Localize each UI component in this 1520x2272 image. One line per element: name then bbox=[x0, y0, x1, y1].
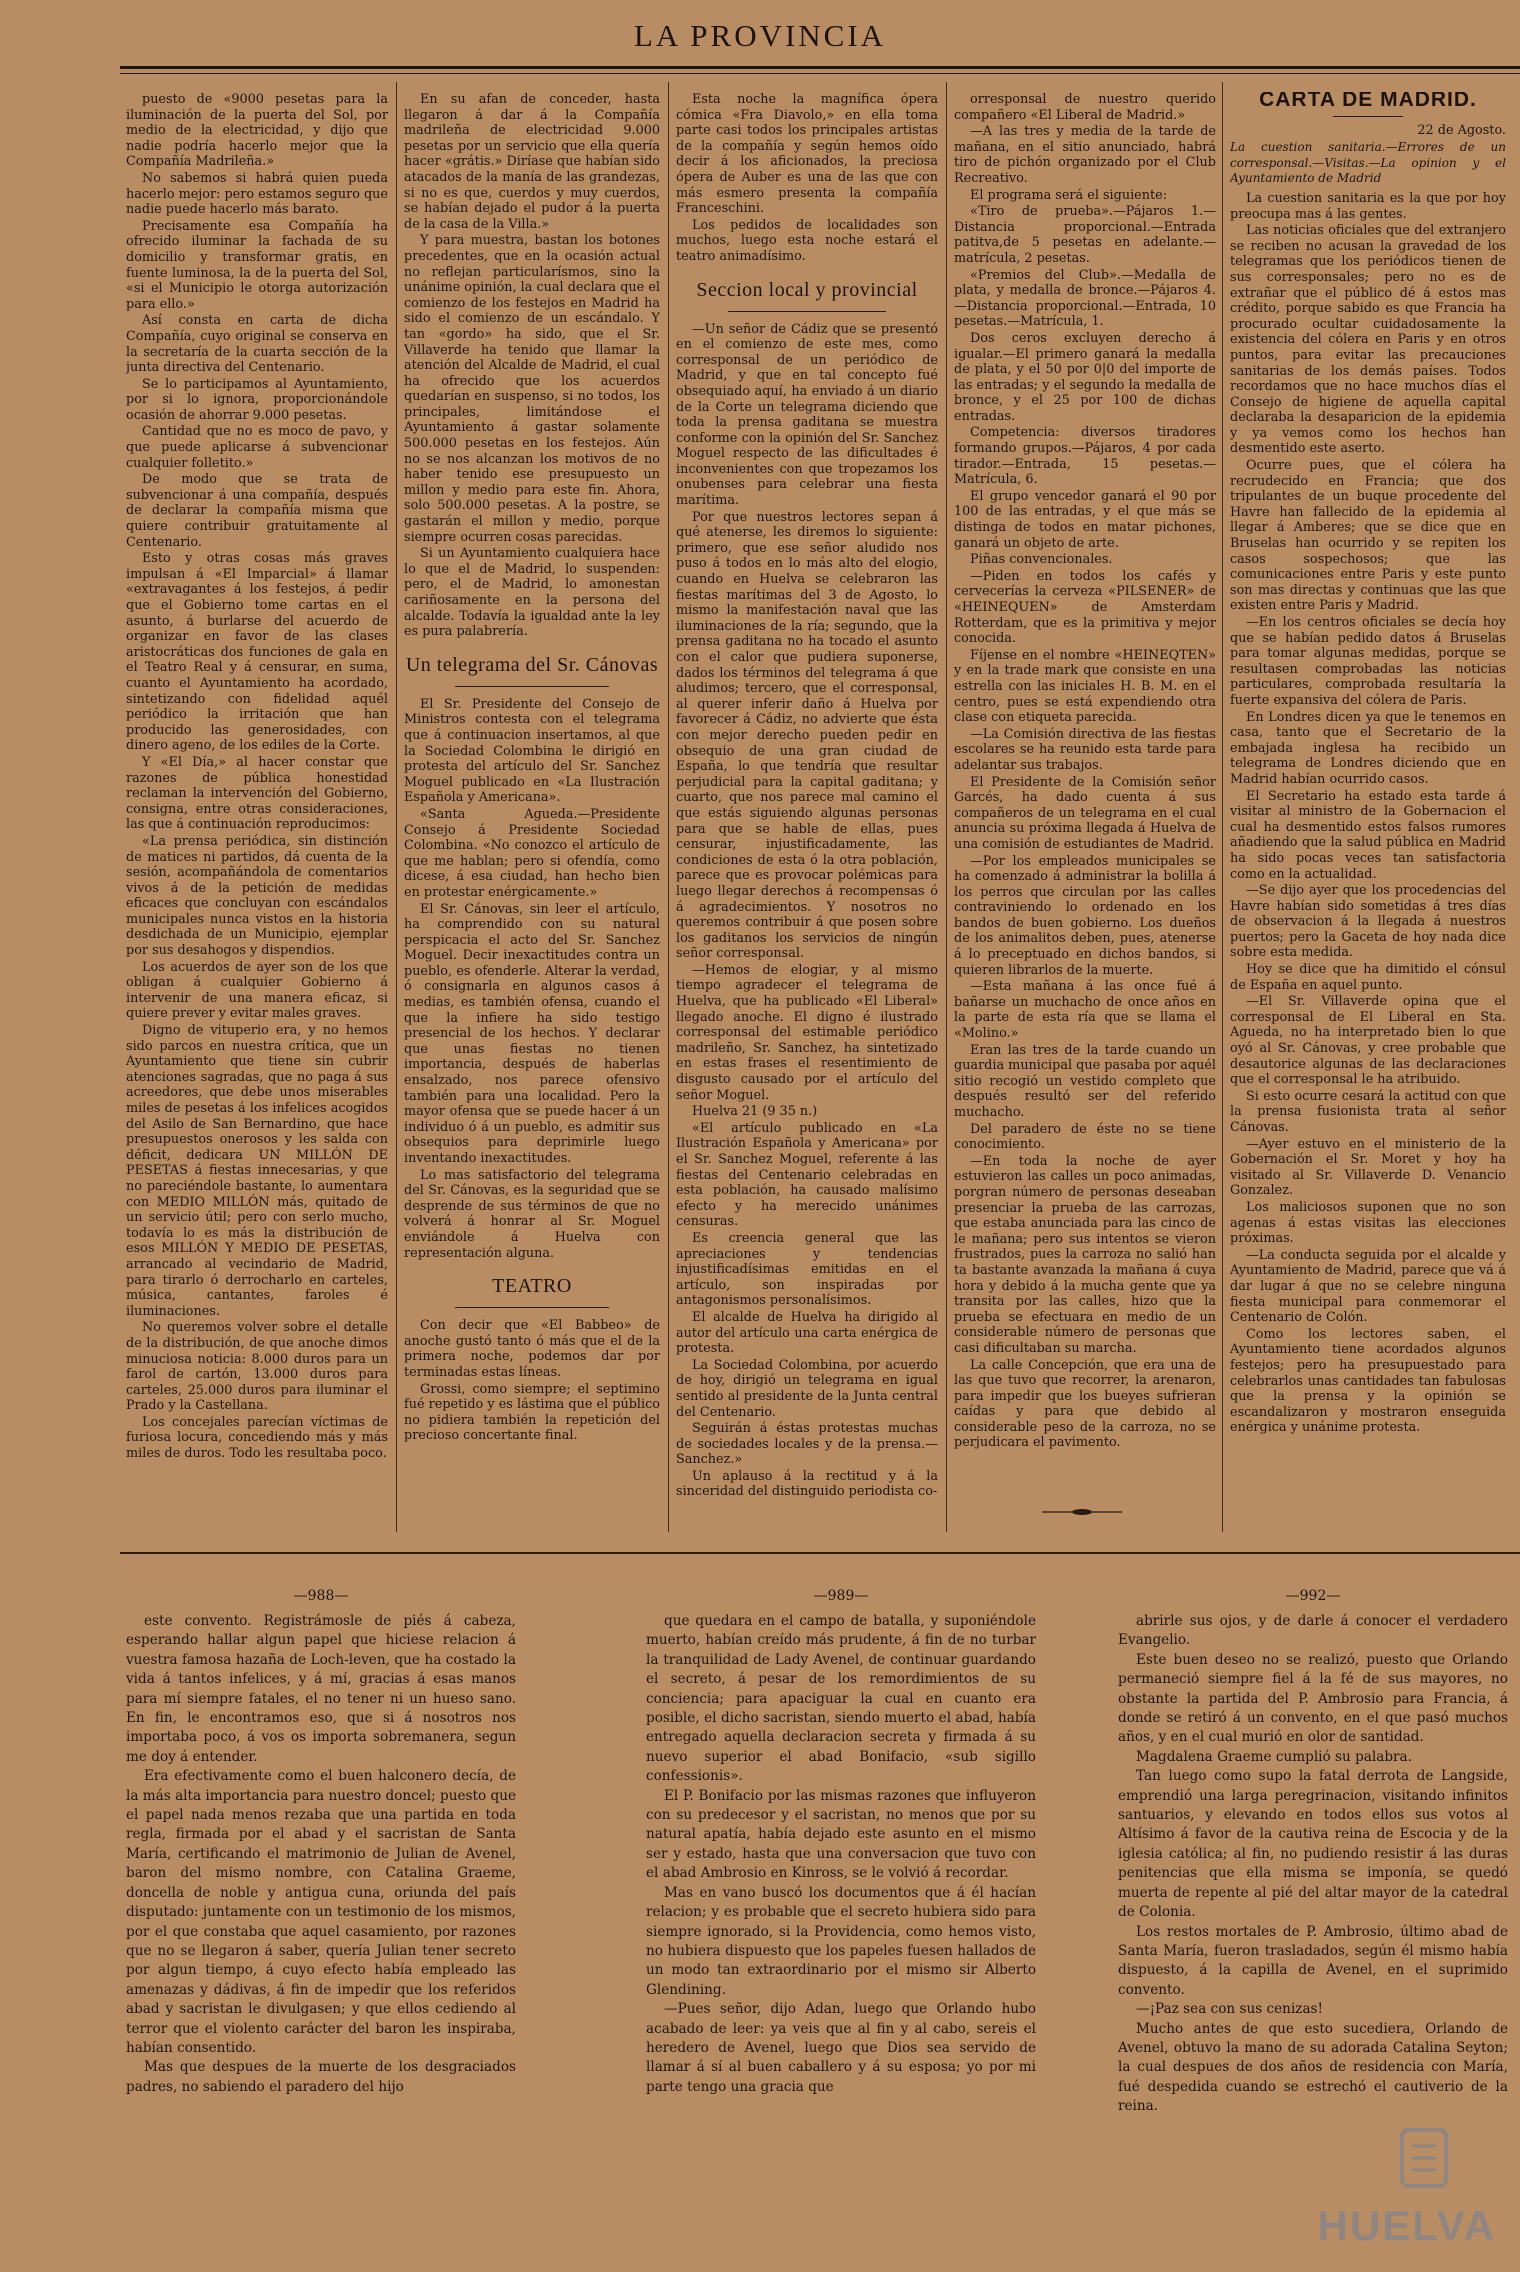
paragraph: En su afan de conceder, hasta llegaron á dar á la Compañía madrileña de electricidad 9.000 pesetas por un servicio que ella quería hacer «grátis.» Diríase que habían sido atacados de la manía de las grandezas, si no es que, cuerdos y muy cuerdos, se habían dejado el pudor á la puerta de la casa de la Villa.» bbox=[404, 92, 660, 232]
end-ornament bbox=[1042, 1508, 1122, 1516]
telegram-section-title: Un telegrama del Sr. Cánovas bbox=[404, 652, 660, 687]
paragraph: Esto y otras cosas más graves impulsan á «El Imparcial» á llamar «extravagantes á los festejos, á pedir que el Gobierno tome cartas en el asunto, á burlarse del acuerdo de organizar en favor de las clases aristocráticas dos funciones de gala en el Teatro Real y á censurar, en suma, cuanto el Ayuntamiento ha acordado, sintetizando con fidelidad aquél periódico la irritación que han producido las generosidades, con dinero ageno, de los ediles de la Corte. bbox=[126, 551, 388, 754]
paragraph: Grossi, como siempre; el septimino fué repetido y es lástima que el público no pidiera también la repetición del precioso concertante final. bbox=[404, 1381, 660, 1444]
paragraph: Esta noche la magnífica ópera cómica «Fra Diavolo,» en ella toma parte casi todos los principales artistas de la compañía y según hemos oído decir á los aficionados, la preciosa ópera de Auber es una de las que con más esmero presenta la compañía Franceschini. bbox=[676, 92, 938, 217]
page-margin bbox=[0, 0, 120, 2272]
column-divider bbox=[1222, 82, 1223, 1532]
paragraph: «Premios del Club».—Medalla de plata, y medalla de bronce.—Pájaros 4.—Distancia proporcional.—Entrada, 10 pesetas.—Matrícula, 1. bbox=[954, 267, 1216, 330]
theatre-article bbox=[404, 1318, 660, 1444]
paragraph: Precisamente esa Compañía ha ofrecido iluminar la fachada de su domicilio y transformar gratis, en fuente luminosa, la de la puerta del Sol, «si el Municipio le otorga autorización para ello.» bbox=[126, 218, 388, 312]
paragraph: Los pedidos de localidades son muchos, luego esta noche estará el teatro animadísimo. bbox=[676, 217, 938, 264]
serial-divider bbox=[120, 1552, 1520, 1554]
carta-de-madrid-title: CARTA DE MADRID. bbox=[1230, 92, 1506, 117]
paragraph: Los concejales parecían víctimas de furiosa locura, concediendo más y más miles de duros. Todo les resultaba poco. bbox=[126, 1414, 388, 1462]
paragraph: El Secretario ha estado esta tarde á visitar al ministro de la Gobernacion el cual ha desmentido estos falsos rumores añadiendo que la salud pública en Madrid ha sido pocas veces tan satisfactoria como en la actualidad. bbox=[1230, 788, 1506, 882]
paragraph: El alcalde de Huelva ha dirigido al autor del artículo una carta enérgica de protesta. bbox=[676, 1309, 938, 1357]
paragraph: puesto de «9000 pesetas para la iluminación de la puerta del Sol, por medio de la electricidad, y dijo que nadie podría hacerlo mejor que la Compañía Madrileña.» bbox=[126, 92, 388, 170]
paragraph: La calle Concepción, que era una de las que tuvo que recorrer, la arenaron, para impedir que los bueyes sufrieran caídas y para que debido al considerable peso de la carroza, no se perjudicara el pavimento. bbox=[954, 1357, 1216, 1451]
paragraph: De modo que se trata de subvencionar á una compañía, después de declarar la compañía misma que quiere contribuir gratuitamente al Centenario. bbox=[126, 472, 388, 550]
paragraph: —Ayer estuvo en el ministerio de la Gobernación el Sr. Moret y hoy ha visitado al Sr. Villaverde D. Venancio Gonzalez. bbox=[1230, 1136, 1506, 1199]
paragraph: Competencia: diversos tiradores formando grupos.—Pájaros, 4 por cada tirador.—Entrada, 15 pesetas.—Matrícula, 6. bbox=[954, 425, 1216, 488]
column-2 bbox=[404, 92, 660, 1532]
paragraph: «La prensa periódica, sin distinción de matices ni partidos, dá cuenta de la sesión, acompañándola de comentarios vivos á de la petición de medidas eficaces que concluyan con escándalos municipales nunca vistos en la historia desdichada de un Municipio, ejemplar por sus desahogos y dispendios. bbox=[126, 833, 388, 959]
paragraph: Este buen deseo no se realizó, puesto que Orlando permaneció siempre fiel á la fé de sus mayores, no obstante la partida del P. Ambrosio para Francia, á donde se retiró á un convento, en el que pasó muchos años, y en el cual murió en olor de santidad. bbox=[1118, 1651, 1508, 1746]
paragraph: Lo mas satisfactorio del telegrama del Sr. Cánovas, es la seguridad que se desprende de sus términos de que no volverá á honrar al Sr. Moguel enviándole á Huelva con representación alguna. bbox=[404, 1167, 660, 1261]
paragraph: —Esta mañana á las once fué á bañarse un muchacho de once años en la parte de esta ría que se llama el «Molino.» bbox=[954, 979, 1216, 1042]
serial-page-988 bbox=[126, 1612, 516, 2232]
dateline: 22 de Agosto. bbox=[1417, 122, 1506, 138]
paragraph: Piñas convencionales. bbox=[970, 552, 1113, 568]
opera-notice bbox=[676, 92, 938, 265]
paragraph: —La conducta seguida por el alcalde y Ayuntamiento de Madrid, parece que vá á dar lugar á que no se celebre ninguna fiesta municipal para conmemorar el Centenario de Colón. bbox=[1230, 1247, 1506, 1326]
serial-page-989 bbox=[646, 1612, 1036, 2232]
paragraph: —¡Paz sea con sus cenizas! bbox=[1136, 2001, 1323, 2018]
telegram-article bbox=[404, 697, 660, 1261]
paragraph: —La Comisión directiva de las fiestas escolares se ha reunido esta tarde para adelantar sus trabajos. bbox=[954, 726, 1216, 773]
paragraph: Seguirán á éstas protestas muchas de sociedades locales y de la prensa.—Sanchez.» bbox=[676, 1421, 938, 1468]
paragraph: —Por los empleados municipales se ha comenzado á administrar la bolilla á los perros que circulan por las calles contraviniendo lo ordenado en los bandos de buen gobierno. Los dueños de los animalitos deben, pues, atenerse á lo preceptuado en dichos bandos, si quieren librarlos de la muerte. bbox=[954, 853, 1216, 978]
paragraph: Los maliciosos suponen que no son agenas á estas visitas las elecciones próximas. bbox=[1230, 1199, 1506, 1247]
paragraph: Mucho antes de que esto sucediera, Orlando de Avenel, obtuvo la mano de su adorada Catalina Seyton; la cual despues de dos años de residencia con María, fué despedida cuando se estrechó el cautiverio de la reina. bbox=[1118, 2020, 1508, 2115]
paragraph: El Sr. Cánovas, sin leer el artículo, ha comprendido con su natural perspicacia el acto del Sr. Sanchez Moguel. Decir inexactitudes contra un pueblo, es ofenderle. Alterar la verdad, ó consignarla en algunos casos á medias, es también ofensa, cuando el que la infiere ha sido testigo presencial de los hechos. Y declarar que unas fiestas no tienen importancia, después de haberlas ensalzado, nos parece ofensivo también para una localidad. Pero la mayor ofensa que se puede hacer á un individuo ó á un pueblo, es admitir sus obsequios para deprimirle luego inventando inexactitudes. bbox=[404, 901, 660, 1166]
paragraph: Cantidad que no es moco de pavo, y que puede aplicarse á subvencionar cualquier folletito.» bbox=[126, 424, 388, 471]
paragraph: Así consta en carta de dicha Compañía, cuyo original se conserva en la secretaría de la cuarta sección de la junta directiva del Centenario. bbox=[126, 313, 388, 376]
paragraph: La Sociedad Colombina, por acuerdo de hoy, dirigió un telegrama en igual sentido al presidente de la Junta central del Centenario. bbox=[676, 1357, 938, 1420]
paragraph: La cuestion sanitaria es la que por hoy preocupa mas á las gentes. bbox=[1230, 190, 1506, 222]
masthead: LA PROVINCIA bbox=[633, 18, 887, 53]
masthead-rule-thin bbox=[120, 73, 1520, 74]
paragraph: El P. Bonifacio por las mismas razones que influyeron con su predecesor y el sacristan, no menos que por su natural apatía, había dejado este asunto en el mismo ser y estado, hasta que una conversacion que tuvo con el abad Ambrosio en Kinross, se le volvió á recordar. bbox=[646, 1787, 1036, 1882]
theatre-section-title: TEATRO bbox=[404, 1273, 660, 1308]
page-number-988: —988— bbox=[293, 1588, 349, 1604]
column-divider bbox=[668, 82, 669, 1532]
paragraph: —En los centros oficiales se decía hoy que se habían pedido datos á Bruselas para tomar algunas medidas, porque se resultasen comprobadas las noticias particulares, comprobada resultaría la fuerte expansiva del cólera de Paris. bbox=[1230, 615, 1506, 708]
paragraph: El Presidente de la Comisión señor Garcés, ha dado cuenta á sus compañeros de un telegrama en el cual anuncia su próxima llegada á Huelva de una comisión de estudiantes de Madrid. bbox=[954, 774, 1216, 852]
paragraph: No sabemos si habrá quien pueda hacerlo mejor: pero estamos seguro que nadie puede hacerlo más barato. bbox=[126, 170, 388, 218]
paragraph: Huelva 21 (9 35 n.) bbox=[692, 1104, 818, 1120]
paragraph: —Piden en todos los cafés y cervecerías la cerveza «PILSENER» de «HEINEQUEN» de Amsterdam Rotterdam, que es la primitiva y mejor conocida. bbox=[954, 568, 1216, 647]
paragraph: —A las tres y media de la tarde de mañana, en el sitio anunciado, habrá tiro de pichón organizado por el Club Recreativo. bbox=[954, 124, 1216, 186]
paragraph: —Hemos de elogiar, y al mismo tiempo agradecer el telegrama de Huelva, que ha publicado «El Liberal» llegado anoche. El digno é ilustrado corresponsal del estimable periódico madrileño, Sr. Sanchez, ha sintetizado en estas frases el resentimiento de disgusto causado por el artículo del señor Moguel. bbox=[676, 962, 938, 1103]
page-number-989: —989— bbox=[813, 1588, 869, 1604]
paragraph: Y para muestra, bastan los botones precedentes, que en la ocasión actual no reflejan particularísmos, sino la unánime opinión, la cual declara que el comienzo de los festejos en Madrid ha sido el comienzo de un escándalo. Y tan «gordo» ha sido, que el Sr. Villaverde ha tenido que llamar la atención del Alcalde de Madrid, el cual ha ofrecido que los acuerdos quedarían en suspenso, si no todos, los principales, limitándose el Ayuntamiento á gastar solamente 500.000 pesetas en los festejos. Aún no se nos alcanzan los motivos de no haber tenido ese presupuesto un millon y medio para este fin. Ahora, solo 500.000 pesetas. A la postre, se gastarán el millon y medio, porque siempre ocurren cosas parecidas. bbox=[404, 233, 660, 545]
paragraph: Como los lectores saben, el Ayuntamiento tiene acordados algunos festejos; pero ha presupuestado para celebrarlos unas cantidades tan fabulosas que la prensa y la opinión se escandalizaron y mostraron enseguida enérgica y unánime protesta. bbox=[1230, 1326, 1506, 1436]
paragraph: Un aplauso á la rectitud y á la sinceridad del distinguido periodista co- bbox=[676, 1468, 938, 1500]
paragraph: Hoy se dice que ha dimitido el cónsul de España en aquel punto. bbox=[1230, 962, 1506, 993]
paragraph: Se lo participamos al Ayuntamiento, por si lo ignora, proporcionándole ocasión de ahorrar 9.000 pesetas. bbox=[126, 376, 388, 423]
column-2-text bbox=[404, 92, 660, 640]
paragraph: El Sr. Presidente del Consejo de Ministros contesta con el telegrama que á continuacion insertamos, al que la Sociedad Colombina le dirigió en protesta del artículo del Sr. Sanchez Moguel publicado en «La Ilustración Española y Americana». bbox=[404, 696, 660, 806]
carta-de-madrid-body bbox=[1230, 191, 1506, 1436]
paragraph: Dos ceros excluyen derecho á igualar.—El primero ganará la medalla de plata, y el 50 por 0|0 del importe de las entradas; y el segundo la medalla de bronce, y el 25 por 100 de dichas entradas. bbox=[954, 330, 1216, 424]
column-5 bbox=[1230, 92, 1506, 1532]
column-divider bbox=[946, 82, 947, 1532]
column-4 bbox=[954, 92, 1216, 1532]
paragraph: este convento. Registrámosle de piés á cabeza, esperando hallar algun papel que hiciese relacion á vuestra famosa hazaña de Loch-leven, que ha costado la vida á tantos infelices, y á mí, gracias á esas manos para mí siempre fatales, el no tener ni un hueso sano. En fin, le encontramos eso, que si á nosotros nos importaba poco, á vos os importa sobremanera, segun me doy á entender. bbox=[126, 1613, 516, 1765]
paragraph: Si esto ocurre cesará la actitud con que la prensa fusionista trata al señor Cánovas. bbox=[1230, 1088, 1506, 1135]
paragraph: Por que nuestros lectores sepan á qué atenerse, les diremos lo siguiente: primero, que ese señor aludido nos puso á todos en lo más alto del elogio, cuando en Huelva se celebraron las fiestas marítimas del 3 de Agosto, lo mismo la manifestación naval que las iluminaciones de la ría; segundo, que la prensa gaditana no ha tocado el asunto con el calor que pudiera suponerse, dados los términos del telegrama á que aludimos; tercero, que el corresponsal, al querer inferir daño á Huelva por favorecer á Cádiz, no advierte que ésta con mejor derecho pueden pedir en obsequio de una gran ciudad de España, lo que tendría que resultar perjudicial para la capital gaditana; y cuarto, que nos parece mal camino el que estás siguiendo algunas personas para que se hable de ellas, pues censurar, injustificadamente, las condiciones de esta ó la otra población, parece que es provocar polémicas para luego llegar derechos á recompensas ó á agradecimientos. Y nosotros no queremos contribuir á que posen sobre los gaditanos los servicios de ningún señor corresponsal. bbox=[676, 509, 938, 962]
local-section-title: Seccion local y provincial bbox=[676, 277, 938, 312]
masthead-rule bbox=[120, 66, 1520, 69]
paragraph: Es creencia general que las apreciaciones y tendencias injustificadísimas emitidas en el artículo, son inspiradas por antagonismos personalísimos. bbox=[676, 1230, 938, 1309]
paragraph: Si un Ayuntamiento cualquiera hace lo que el de Madrid, lo suspenden: pero, el de Madrid, lo amonestan cariñosamente en la persona del alcalde. Todavía la igualdad ante la ley es pura palabrería. bbox=[404, 546, 660, 640]
paragraph: Ocurre pues, que el cólera ha recrudecido en Francia; que dos tripulantes de un buque procedente del Havre han fallecido de la epidemia al llegar á Amberes; que se dice que en Bruselas han ocurrido y se repiten los casos sospechosos; que las comunicaciones entre Paris y este punto son mas directas y continuas que las que existen entre Paris y Madrid. bbox=[1230, 458, 1506, 614]
paragraph: —Se dijo ayer que los procedencias del Havre habían sido sometidas á tres días de observacion á la llegada á nuestros puertos; pero la Gaceta de hoy nada dice sobre esta medida. bbox=[1230, 883, 1506, 961]
paragraph: que quedara en el campo de batalla, y suponiéndole muerto, habían creído más prudente, á fin de no turbar la tranquilidad de Lady Avenel, de continuar guardando el secreto, á pesar de los remordimientos de su conciencia; para apaciguar la cual en cuanto era posible, el dicho sacristan, siendo muerto el abad, había entregado aquella declaracion secreta y firmada á su nuevo superior el abad Bonifacio, «sub sigillo confessionis». bbox=[646, 1613, 1036, 1785]
paragraph: Mas en vano buscó los documentos que á él hacían relacion; y es probable que el secreto hubiera sido para siempre ignorado, si la Providencia, como hemos visto, no hubiera dispuesto que los papeles fuesen hallados de un modo tan extraordinario por el mismo sir Alberto Glendining. bbox=[646, 1884, 1036, 1998]
paragraph: —Un señor de Cádiz que se presentó en el comienzo de este mes, como corresponsal de un periódico de Madrid, y que en tal concepto fué obsequiado aquí, ha enviado á un diario de la Corte un telegrama diciendo que toda la prensa gaditana se muestra conforme con la opinión del Sr. Sanchez Moguel respecto de las dificultades é inconvenientes con que tropezamos los onubenses para celebrar una fiesta marítima. bbox=[676, 321, 938, 509]
paragraph: En Londres dicen ya que le tenemos en casa, tanto que el Secretario de la embajada inglesa ha recibido un telegrama de Londres diciendo que en Madrid habían ocurrido casos. bbox=[1230, 709, 1506, 787]
paragraph: Era efectivamente como el buen halconero decía, de la más alta importancia para nuestro doncel; puesto que el papel nada menos rezaba que una partida en toda regla, firmada por el abad y el sacristan de Santa María, certificando el matrimonio de Julian de Avenel, baron del mismo nombre, con Catalina Graeme, doncella de noble y antigua cuna, oriunda del país disputado: juntamente con un testimonio de los mismos, por el que constaba que aquel casamiento, por razones que no se llegaron á saber, quería Julian tener secreto por algun tiempo, á cuyo efecto había empleado las amenazas y dádivas, á fin de impedir que los referidos abad y sacristan le divulgasen; y que ellos cediendo al terror que el violento carácter del baron les inspiraba, habían consentido. bbox=[126, 1768, 516, 2056]
article-summary: La cuestion sanitaria.—Errores de un corresponsal.—Visitas.—La opinion y el Ayuntamiento de Madrid bbox=[1230, 140, 1506, 186]
paragraph: «Santa Agueda.—Presidente Consejo á Presidente Sociedad Colombina. «No conozco el artículo de que me hablan; pero si ofendía, como dicese, á esa ciudad, han hecho bien en protestar enérgicamente.» bbox=[404, 806, 660, 900]
paragraph: El programa será el siguiente: bbox=[970, 187, 1168, 203]
column-divider bbox=[396, 82, 397, 1532]
paragraph: Los restos mortales de P. Ambrosio, último abad de Santa María, fueron trasladados, según él mismo había dispuesto, á la capilla de Avenel, en el suprimido convento. bbox=[1118, 1923, 1508, 1998]
paragraph: Digno de vituperio era, y no hemos sido parcos en nuestra crítica, que un Ayuntamiento que tiene sin cubrir atenciones sagradas, que no paga á sus acreedores, que debe unos miserables miles de pesetas á los infelices acogidos del Asilo de San Bernardino, que hace presupuestos onerosos y les salda con déficit, dedicara UN MILLÓN DE PESETAS á fiestas innecesarias, y que no pareciéndole bastante, lo aumentara con MEDIO MILLÓN más, quitado de un servicio útil; pero con serlo mucho, todavía lo es más la distribución de esos MILLÓN Y MEDIO DE PESETAS, arrancado al vecindario de Madrid, para tirarlo ó derrocharlo en carteles, música, cantantes, faroles é iluminaciones. bbox=[126, 1023, 388, 1319]
paragraph: —En toda la noche de ayer estuvieron las calles un poco animadas, porgran número de personas deseaban presenciar la prueba de las carrozas, que estaba anunciada para las cinco de le mañana; pero sus intentos se vieron frustrados, pues la carroza no salió han ta bastante avanzada la mañana á cuya hora y debido á la mucha gente que ya transita por las calles, hizo que la prueba se efectuara en medio de un considerable número de personas que casi dificultaban su marcha. bbox=[954, 1153, 1216, 1356]
paragraph: —Pues señor, dijo Adan, luego que Orlando hubo acabado de leer: ya veis que al fin y al cabo, sereis el heredero de Avenel, luego que Dios sea servido de llamar á sí al buen caballero y á su esposa; yo por mi parte tengo una gracia que bbox=[646, 2001, 1036, 2095]
paragraph: Fíjense en el nombre «HEINEQTEN» y en la trade mark que consiste en una estrella con las iniciales H. B. M. en el centro, pues se está expendiendo otra clase con etiqueta parecida. bbox=[954, 647, 1216, 726]
paragraph: Mas que despues de la muerte de los desgraciados padres, no sabiendo el paradero del hijo bbox=[126, 2059, 516, 2095]
paragraph: Y «El Día,» al hacer constar que razones de pública honestidad reclaman la intervención del Gobierno, consigna, entre otras consideraciones, las que á continuación reproducimos: bbox=[126, 754, 388, 833]
paragraph: Magdalena Graeme cumplió su palabra. bbox=[1136, 1748, 1412, 1765]
local-news bbox=[676, 322, 938, 1501]
paragraph: Los acuerdos de ayer son de los que obligan á cualquier Gobierno á intervenir de una manera eficaz, si quiere prever y evitar males graves. bbox=[126, 959, 388, 1022]
paragraph: «El artículo publicado en «La Ilustración Española y Americana» por el Sr. Sanchez Moguel, referente á las fiestas del Centenario celebradas en esta población, ha causado malísimo efecto y ha merecido unánimes censuras. bbox=[676, 1120, 938, 1230]
column-3 bbox=[676, 92, 938, 1532]
paragraph: Con decir que «El Babbeo» de anoche gustó tanto ó más que el de la primera noche, podemos dar por terminadas estas líneas. bbox=[404, 1318, 660, 1380]
page-number-992: —992— bbox=[1285, 1588, 1341, 1604]
paragraph: «Tiro de prueba».—Pájaros 1.—Distancia proporcional.—Entrada patitva,de 5 pesetas en adelante.—matrícula, 2 pesetas. bbox=[954, 204, 1216, 266]
paragraph: Las noticias oficiales que del extranjero se reciben no acusan la gravedad de los telegramas que los periódicos tienen de sus corresponsales; pero no es de extrañar que el público dé á estos mas crédito, porque sabido es que Francia ha procurado ocultar cuidadosamente la existencia del cólera en Paris y en otros puntos, para evitar las precauciones sanitarias de los demás países. Todos recordamos que no hace muchos días el Consejo de higiene de aquella capital declaraba la desaparicion de la epidemia y ya vemos como los hechos han desmentido este aserto. bbox=[1230, 223, 1506, 457]
paragraph: No queremos volver sobre el detalle de la distribución, de que anoche dimos minuciosa noticia: 8.000 duros para un farol de cartón, 13.000 duros para carteles, 25.000 duros para iluminar el Prado y la Castellana. bbox=[126, 1320, 388, 1414]
paragraph: abrirle sus ojos, y de darle á conocer el verdadero Evangelio. bbox=[1118, 1613, 1508, 1649]
paragraph: —El Sr. Villaverde opina que el corresponsal de El Liberal en Sta. Agueda, no ha interpretado bien lo que oyó al Sr. Cánovas, y cree probable que desautorice algunas de las declaraciones que el corresponsal le ha atribuido. bbox=[1230, 994, 1506, 1088]
paragraph: Tan luego como supo la fatal derrota de Langside, emprendió una larga peregrinacion, visitando infinitos santuarios, y elevando en todos ellos sus votos al Altísimo á favor de la cautiva reina de Escocia y de la iglesia católica; al fin, no pudiendo resistir á las duras penitencias que ella misma se imponía, se quedó muerta de repente al pié del altar mayor de la catedral de Colonia. bbox=[1118, 1768, 1508, 1921]
watermark: HUELVA bbox=[1317, 2202, 1496, 2249]
paragraph: El grupo vencedor ganará el 90 por 100 de las entradas, y el que más se distinga de todos en matar pichones, ganará un objeto de arte. bbox=[954, 488, 1216, 551]
paragraph: Del paradero de éste no se tiene conocimiento. bbox=[954, 1121, 1216, 1153]
paragraph: Eran las tres de la tarde cuando un guardia municipal que pasaba por aquél sitio recogió un vestido completo que después resultó ser del referido muchacho. bbox=[954, 1042, 1216, 1120]
paragraph: orresponsal de nuestro querido compañero «El Liberal de Madrid.» bbox=[954, 92, 1216, 123]
column-1 bbox=[126, 92, 388, 1532]
